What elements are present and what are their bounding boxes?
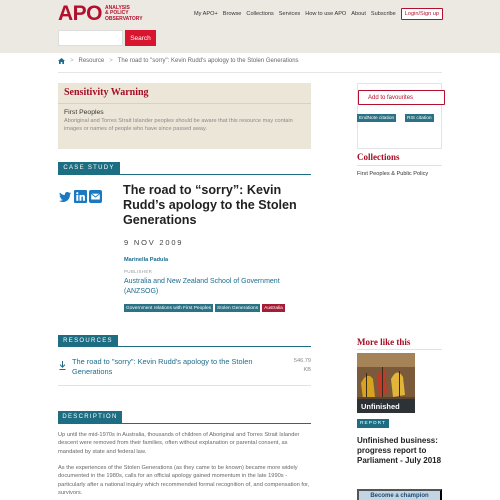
related-report-title[interactable]: Unfinished business: progress report to Parliament - July 2018 — [357, 436, 442, 465]
breadcrumb-separator: > — [109, 58, 113, 64]
publication-date: 9 NOV 2009 — [124, 238, 184, 247]
author-link[interactable]: Marinella Padula — [124, 257, 169, 263]
become-champion-button[interactable]: Become a champion — [357, 489, 442, 500]
breadcrumb-current: The road to "sorry": Kevin Rudd's apology to the Stolen Generations — [117, 58, 299, 64]
description-paragraph-2: As the experiences of the Stolen Generations (as they came to be known) became more widely documented in the 1980s, calls for an official apology gained momentum in the late 1990s - particularly after a national inquiry which recommended formal recognition of, and compensation for, survivors. — [58, 465, 310, 497]
warning-title: Sensitivity Warning — [64, 87, 149, 98]
search-input[interactable] — [58, 30, 123, 46]
publisher-label: PUBLISHER — [124, 269, 153, 274]
resource-file-size: 546.79 KB — [293, 358, 311, 373]
resource-file-link[interactable]: The road to "sorry": Kevin Rudd's apology to the Stolen Generations — [72, 357, 253, 376]
warning-header — [58, 83, 311, 104]
description-paragraph-1: Up until the mid-1970s in Australia, thousands of children of Aboriginal and Torres Strait Islander descent were removed from their families, often without explanation or parental consent, as mandated by state and federal law. — [58, 432, 300, 455]
home-icon[interactable] — [58, 58, 65, 64]
nav-about[interactable]: About — [351, 11, 366, 17]
twitter-icon[interactable] — [59, 190, 72, 203]
search-button[interactable]: Search — [125, 30, 156, 46]
resources-label: RESOURCES — [58, 335, 118, 346]
resources-bottom-rule — [58, 385, 311, 386]
warning-text: Aboriginal and Torres Strait Islander peoples should be aware that this resource may contain images or names of people who have since passed away. — [64, 118, 293, 132]
email-icon[interactable] — [89, 190, 102, 203]
endnote-citation-button[interactable]: EndNote citation — [359, 115, 395, 121]
nav-browse[interactable]: Browse — [222, 11, 242, 17]
warning-body — [58, 104, 311, 138]
add-to-favourites-button[interactable]: Add to favourites — [358, 90, 445, 105]
collections-rule — [357, 165, 442, 166]
breadcrumb-divider — [58, 72, 442, 73]
description-rule — [58, 423, 311, 424]
case-study-label: CASE STUDY — [58, 162, 120, 174]
download-icon[interactable] — [59, 357, 66, 366]
publisher-link[interactable]: Australia and New Zealand School of Government (ANZSOG) — [124, 278, 280, 295]
nav-how-to-use[interactable]: How to use APO — [305, 11, 347, 17]
breadcrumb-separator: > — [70, 58, 74, 64]
breadcrumb — [58, 56, 442, 66]
case-study-rule — [58, 174, 311, 175]
sensitivity-warning — [58, 83, 311, 149]
top-navigation — [194, 8, 443, 20]
share-icons — [59, 190, 102, 203]
logo-sub-line-2: & POLICY — [105, 10, 129, 17]
more-like-this-rule — [357, 349, 442, 350]
logo-subtitle — [105, 6, 143, 23]
site-header — [0, 0, 500, 53]
login-signup-button[interactable]: Login/Sign up — [401, 8, 443, 20]
logo-sub-line-3: OBSERVATORY — [105, 15, 143, 22]
tag-stolen-generations[interactable]: Stolen Generations — [217, 305, 259, 311]
logo-sub-line-1: ANALYSIS — [105, 4, 130, 11]
apo-logo[interactable] — [58, 4, 143, 24]
description-label: DESCRIPTION — [58, 411, 122, 423]
breadcrumb-resource[interactable]: Resource — [78, 58, 105, 64]
nav-collections[interactable]: Collections — [246, 11, 274, 17]
logo-mark: APO — [58, 2, 103, 25]
nav-my-apo[interactable]: My APO+ — [193, 11, 218, 17]
tag-government-relations[interactable]: Government relations with First Peoples — [126, 305, 212, 311]
resources-rule — [58, 346, 311, 347]
nav-services[interactable]: Services — [278, 11, 301, 17]
warning-subtitle: First Peoples — [64, 109, 104, 116]
nav-subscribe[interactable]: Subscribe — [370, 11, 396, 17]
thumbnail-caption: Unfinished — [357, 399, 415, 413]
more-like-this-heading: More like this — [357, 337, 411, 347]
tag-australia[interactable]: Australia — [264, 305, 283, 311]
linkedin-icon[interactable] — [74, 190, 87, 203]
collections-heading: Collections — [357, 152, 400, 162]
report-type-label: REPORT — [357, 419, 389, 428]
collection-item-first-peoples[interactable]: First Peoples & Public Policy — [357, 171, 429, 177]
resource-title: The road to “sorry”: Kevin Rudd’s apology to the Stolen Generations — [123, 183, 297, 227]
tag-list — [124, 304, 285, 312]
ris-citation-button[interactable]: RIS citation — [407, 115, 432, 121]
related-report-thumbnail[interactable] — [357, 353, 415, 413]
